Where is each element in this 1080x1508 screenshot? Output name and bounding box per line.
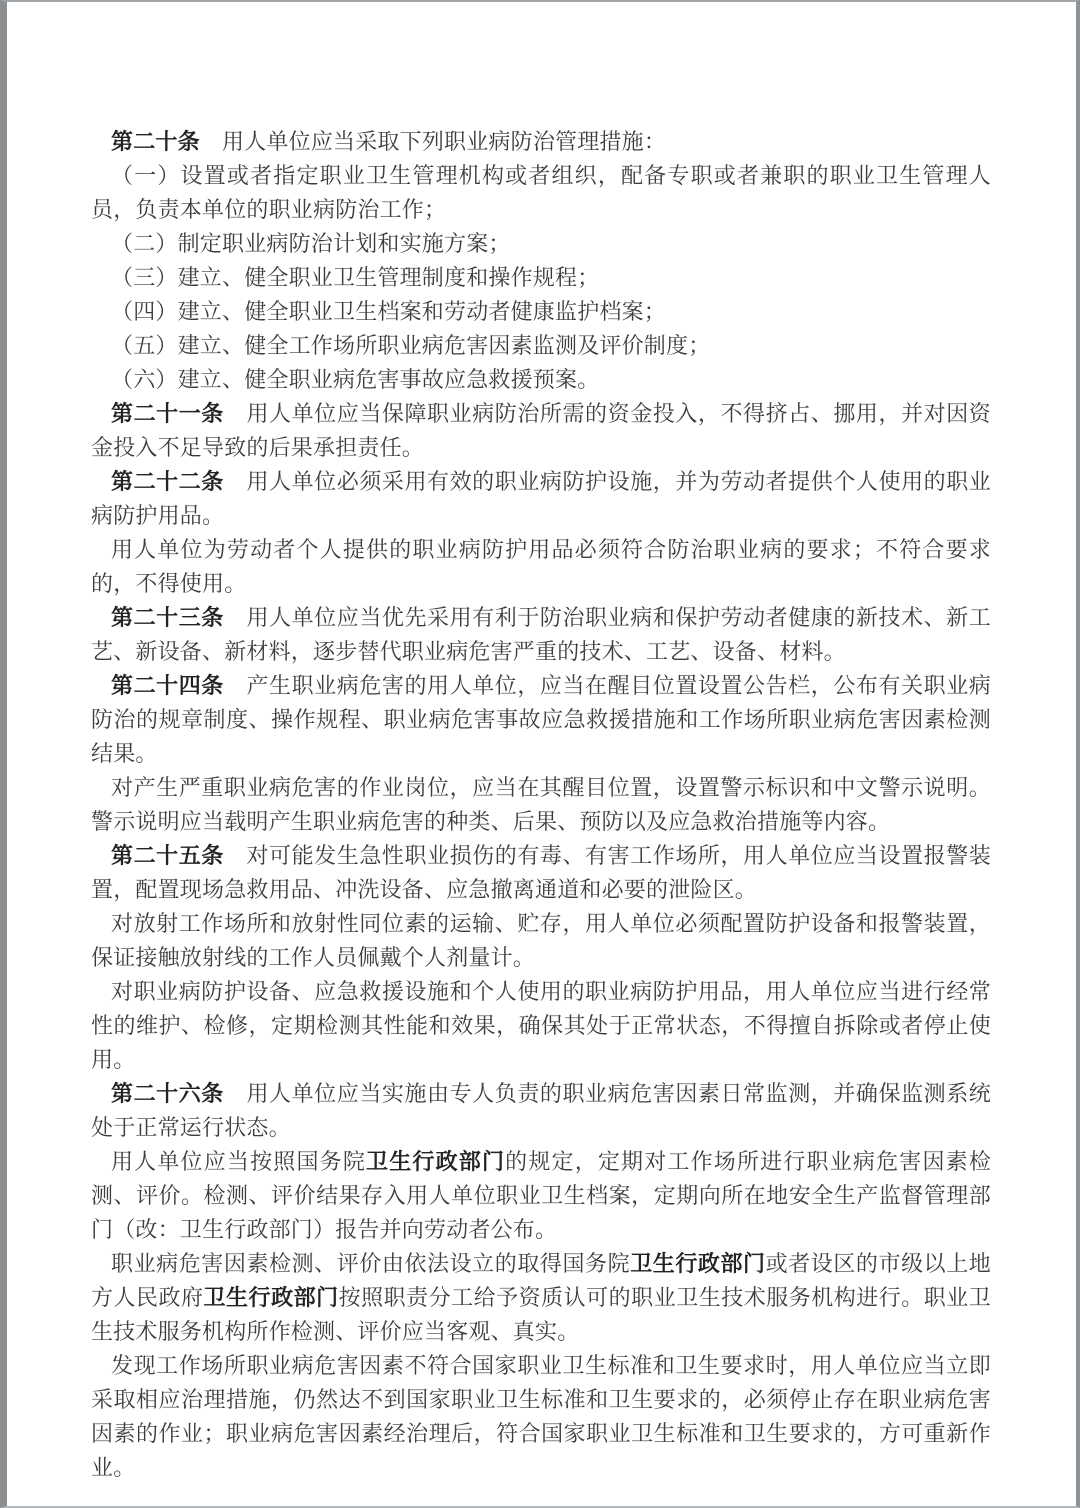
paragraph xyxy=(91,975,991,1077)
text-run: 或者设区的市级以上地方人民政府 xyxy=(91,1251,991,1310)
paragraph xyxy=(91,1247,991,1349)
text-run: 用人单位必须采用有效的职业病防护设施，并为劳动者提供个人使用的职业病防护用品。 xyxy=(91,469,991,528)
bold-term: 卫生行政部门 xyxy=(630,1251,766,1276)
article-number: 第二十三条 xyxy=(111,605,224,630)
text-run: 用人单位应当实施由专人负责的职业病危害因素日常监测，并确保监测系统处于正常运行状态。 xyxy=(91,1081,991,1140)
paragraph xyxy=(91,669,991,771)
text-run: （三）建立、健全职业卫生管理制度和操作规程； xyxy=(111,265,600,290)
text-run: 用人单位应当优先采用有利于防治职业病和保护劳动者健康的新技术、新工艺、新设备、新材料，逐步替代职业病危害严重的技术、工艺、设备、材料。 xyxy=(91,605,991,664)
paragraph xyxy=(91,329,991,363)
bold-term: 卫生行政部门 xyxy=(203,1285,339,1310)
paragraph xyxy=(91,771,991,839)
text-run: （五）建立、健全工作场所职业病危害因素监测及评价制度； xyxy=(111,333,711,358)
text-run: 对职业病防护设备、应急救援设施和个人使用的职业病防护用品，用人单位应当进行经常性的维护、检修，定期检测其性能和效果，确保其处于正常状态，不得擅自拆除或者停止使用。 xyxy=(91,979,991,1072)
text-run: 用人单位应当按照国务院 xyxy=(111,1149,367,1174)
paragraph xyxy=(91,159,991,227)
article-number: 第二十四条 xyxy=(111,673,224,698)
article-number: 第二十条 xyxy=(111,129,200,154)
article-number: 第二十一条 xyxy=(111,401,224,426)
text-run: 用人单位为劳动者个人提供的职业病防护用品必须符合防治职业病的要求；不符合要求的，不得使用。 xyxy=(91,537,991,596)
paragraph xyxy=(91,601,991,669)
text-run: 的规定，定期对工作场所进行职业病危害因素检测、评价。检测、评价结果存入用人单位职业卫生档案，定期向所在地安全生产监督管理部门（改：卫生行政部门）报告并向劳动者公布。 xyxy=(91,1149,992,1242)
article-number: 第二十二条 xyxy=(111,469,224,494)
document-body xyxy=(91,2,991,1485)
text-run: 对可能发生急性职业损伤的有毒、有害工作场所，用人单位应当设置报警装置，配置现场急救用品、冲洗设备、应急撤离通道和必要的泄险区。 xyxy=(91,843,991,902)
text-run: （四）建立、健全职业卫生档案和劳动者健康监护档案； xyxy=(111,299,667,324)
paragraph xyxy=(91,465,991,533)
paragraph xyxy=(91,839,991,907)
paragraph xyxy=(91,363,991,397)
article-number: 第二十五条 xyxy=(111,843,224,868)
text-run: （一）设置或者指定职业卫生管理机构或者组织，配备专职或者兼职的职业卫生管理人员，负责本单位的职业病防治工作； xyxy=(91,163,991,222)
paragraph xyxy=(91,125,991,159)
text-run: 发现工作场所职业病危害因素不符合国家职业卫生标准和卫生要求时，用人单位应当立即采取相应治理措施，仍然达不到国家职业卫生标准和卫生要求的，必须停止存在职业病危害因素的作业；职业病危害因素经治理后，符合国家职业卫生标准和卫生要求的，方可重新作业。 xyxy=(91,1353,991,1480)
text-run: 按照职责分工给予资质认可的职业卫生技术服务机构进行。职业卫生技术服务机构所作检测、评价应当客观、真实。 xyxy=(91,1285,991,1344)
paragraph xyxy=(91,227,991,261)
paragraph xyxy=(91,397,991,465)
text-run: （二）制定职业病防治计划和实施方案； xyxy=(111,231,511,256)
text-run: 对放射工作场所和放射性同位素的运输、贮存，用人单位必须配置防护设备和报警装置，保证接触放射线的工作人员佩戴个人剂量计。 xyxy=(91,911,991,970)
paragraph xyxy=(91,261,991,295)
text-run: （六）建立、健全职业病危害事故应急救援预案。 xyxy=(111,367,600,392)
paragraph xyxy=(91,1077,991,1145)
paragraph xyxy=(91,1145,991,1247)
text-run: 用人单位应当采取下列职业病防治管理措施： xyxy=(199,129,667,154)
paragraph xyxy=(91,533,991,601)
paragraph xyxy=(91,907,991,975)
text-run: 用人单位应当保障职业病防治所需的资金投入，不得挤占、挪用，并对因资金投入不足导致的后果承担责任。 xyxy=(91,401,991,460)
bold-term: 卫生行政部门 xyxy=(366,1149,506,1174)
text-run: 职业病危害因素检测、评价由依法设立的取得国务院 xyxy=(111,1251,631,1276)
article-number: 第二十六条 xyxy=(111,1081,224,1106)
paragraph xyxy=(91,1349,991,1485)
text-run: 对产生严重职业病危害的作业岗位，应当在其醒目位置，设置警示标识和中文警示说明。警示说明应当载明产生职业病危害的种类、后果、预防以及应急救治措施等内容。 xyxy=(91,775,991,834)
paragraph xyxy=(91,295,991,329)
text-run: 产生职业病危害的用人单位，应当在醒目位置设置公告栏，公布有关职业病防治的规章制度、操作规程、职业病危害事故应急救援措施和工作场所职业病危害因素检测结果。 xyxy=(91,673,991,766)
